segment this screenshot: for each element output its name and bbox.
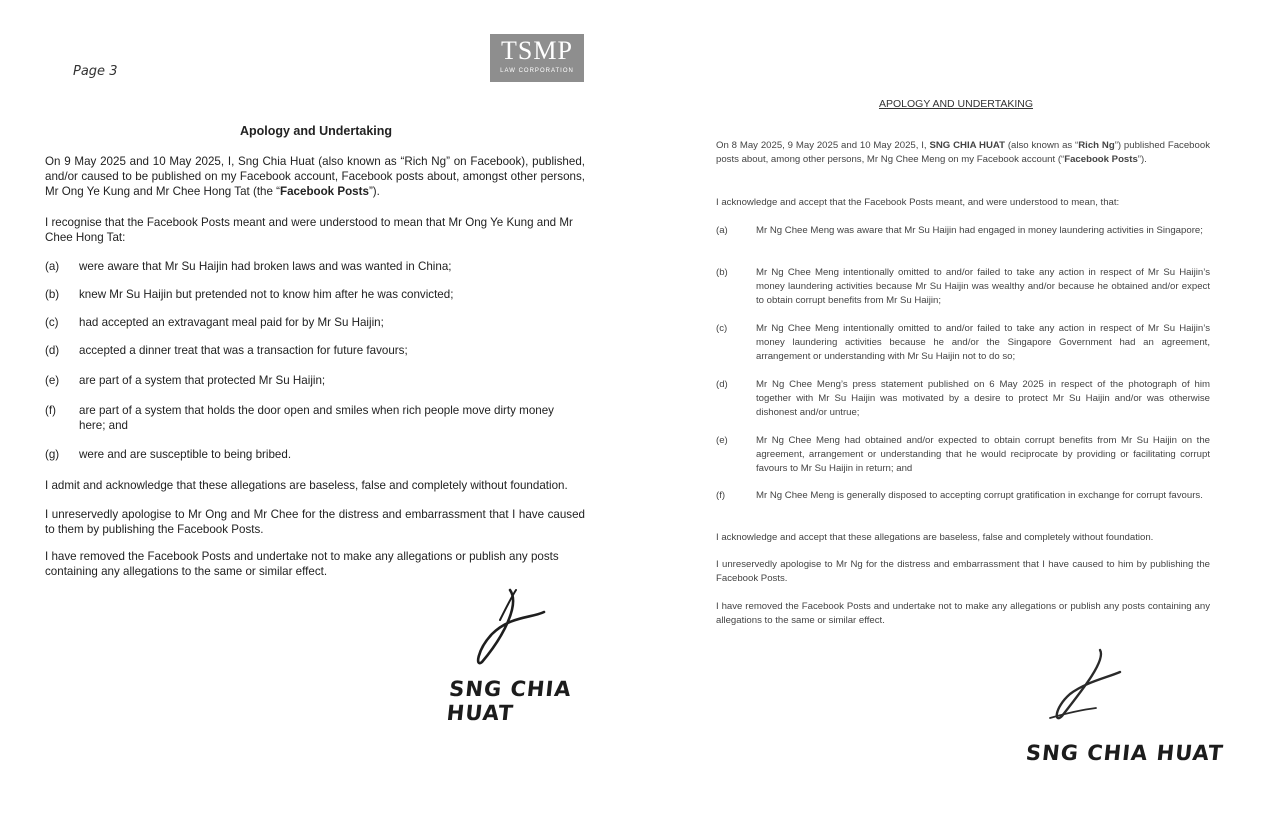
item-label: (e): [45, 374, 60, 387]
signature-name: SNG CHIA HUAT: [445, 677, 573, 725]
item-text: knew Mr Su Haijin but pretended not to know him after he was convicted;: [79, 288, 454, 301]
recognise-paragraph: I recognise that the Facebook Posts meant and were understood to mean that Mr Ong Ye Kung and Mr Chee Hong Tat:: [45, 216, 573, 244]
item-text: Mr Ng Chee Meng’s press statement published on 6 May 2025 in respect of the photograph of him together with Mr Su Haijin was motivated by a desire to protect Mr Su Haijin and/or was otherwise dishonest and/or untrue;: [756, 379, 1210, 418]
tsmp-logo: [490, 34, 584, 82]
signature-mark: [470, 586, 550, 668]
item-text: Mr Ng Chee Meng is generally disposed to accepting corrupt gratification in exchange for corrupt favours.: [756, 490, 1203, 501]
admit-paragraph: I admit and acknowledge that these allegations are baseless, false and completely without foundation.: [45, 479, 568, 492]
signature-mark: [1040, 644, 1124, 724]
item-text: were and are susceptible to being bribed.: [79, 448, 292, 461]
item-label: (b): [716, 267, 728, 278]
item-label: (g): [45, 448, 60, 461]
document-title: Apology and Undertaking: [239, 124, 393, 138]
item-label: (f): [716, 490, 726, 501]
document-title: APOLOGY AND UNDERTAKING: [878, 98, 1034, 110]
intro-paragraph: On 8 May 2025, 9 May 2025 and 10 May 2025, I, SNG CHIA HUAT (also known as “Rich Ng”) published Facebook posts about, among other persons, Mr Ng Chee Meng on my Facebook account (“Facebook Posts”).: [716, 140, 1210, 165]
item-label: (d): [45, 344, 60, 357]
item-label: (a): [45, 260, 60, 273]
item-text: are part of a system that protected Mr Su Haijin;: [79, 374, 326, 387]
removed-paragraph: I have removed the Facebook Posts and undertake not to make any allegations or publish any posts containing any allegations to the same or similar effect.: [45, 550, 559, 578]
item-label: (c): [45, 316, 59, 329]
item-label: (f): [45, 404, 56, 417]
item-text: were aware that Mr Su Haijin had broken laws and was wanted in China;: [79, 260, 452, 273]
item-text: accepted a dinner treat that was a transaction for future favours;: [79, 344, 408, 357]
item-text: Mr Ng Chee Meng intentionally omitted to and/or failed to take any action in respect of Mr Su Haijin’s money laundering activities because he and/or the Singapore Government had an agreement, arrangement or understanding with Mr Su Haijin not to do so;: [756, 323, 1210, 362]
apologise-paragraph: I unreservedly apologise to Mr Ong and Mr Chee for the distress and embarrassment that I have caused to them by publishing the Facebook Posts.: [45, 508, 585, 536]
item-text: had accepted an extravagant meal paid for by Mr Su Haijin;: [79, 316, 384, 329]
logo-sub-text: LAW CORPORATION: [500, 68, 574, 74]
baseless-paragraph: I acknowledge and accept that these allegations are baseless, false and completely without foundation.: [716, 532, 1154, 543]
apologise-paragraph: I unreservedly apologise to Mr Ng for the distress and embarrassment that I have caused to him by publishing the Facebook Posts.: [716, 559, 1210, 584]
item-label: (a): [716, 225, 728, 236]
item-text: Mr Ng Chee Meng intentionally omitted to and/or failed to take any action in respect of Mr Su Haijin’s money laundering activities because Mr Su Haijin was wealthy and/or because he obtained and/or expect to obtain corrupt benefits from Mr Su Haijin;: [756, 267, 1210, 306]
item-text: Mr Ng Chee Meng was aware that Mr Su Haijin had engaged in money laundering activities in Singapore;: [756, 225, 1203, 236]
logo-main-text: TSMP: [501, 36, 573, 65]
item-label: (b): [45, 288, 60, 301]
item-label: (e): [716, 435, 728, 446]
right-document-page: [640, 0, 1280, 838]
item-label: (d): [716, 379, 728, 390]
item-text: are part of a system that holds the door open and smiles when rich people move dirty money here; and: [79, 404, 554, 432]
page-number-label: Page 3: [73, 64, 118, 79]
acknowledge-paragraph: I acknowledge and accept that the Facebook Posts meant, and were understood to mean, that:: [716, 197, 1120, 208]
removed-paragraph: I have removed the Facebook Posts and undertake not to make any allegations or publish any posts containing any allegations to the same or similar effect.: [716, 601, 1210, 626]
item-label: (c): [716, 323, 728, 334]
item-text: Mr Ng Chee Meng had obtained and/or expected to obtain corrupt benefits from Mr Su Haijin on the agreement, arrangement or understanding that he would reciprocate by providing or facilitating corrupt favours to Mr Su Haijin in return; and: [756, 435, 1210, 474]
intro-paragraph: On 9 May 2025 and 10 May 2025, I, Sng Chia Huat (also known as “Rich Ng” on Facebook), published, and/or caused to be published on my Facebook account, Facebook posts about, amongst other persons, Mr Ong Ye Kung and Mr Chee Hong Tat (the “Facebook Posts”).: [45, 155, 585, 198]
signature-name: SNG CHIA HUAT: [1024, 741, 1225, 765]
